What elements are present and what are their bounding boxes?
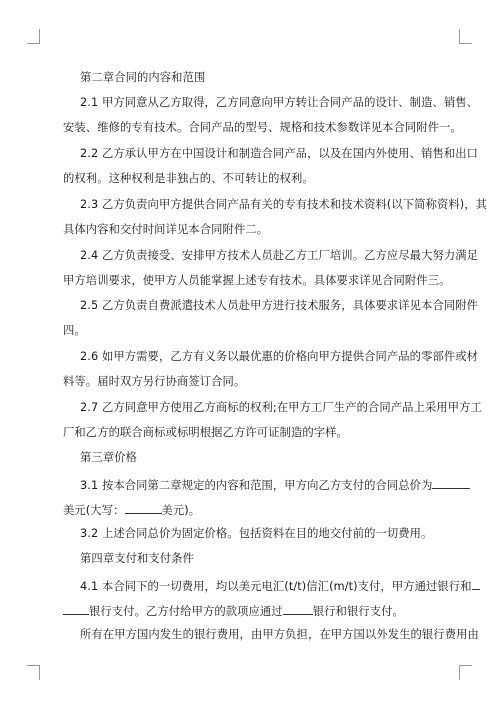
clause-4-1-line-2 <box>63 602 404 620</box>
crop-mark-bottom-right <box>459 665 472 680</box>
blank-total-price <box>432 476 470 489</box>
clause-2-5-line-1: 2.5 乙方负责自费派遣技术人员赴甲方进行技术服务，具体要求详见本合同附件 <box>80 299 479 312</box>
blank-bank-1 <box>472 577 480 590</box>
clause-2-3-line-1: 2.3 乙方负责向甲方提供合同产品有关的专有技术和技术资料(以下简称资料)，其 <box>80 198 488 211</box>
clause-4-1-text: 4.1 本合同下的一切费用，均以美元电汇(t/t)信汇(m/t)支付，甲方通过银行和 <box>80 580 472 593</box>
crop-mark-top-left <box>27 29 40 44</box>
clause-4-2-partial: 所有在甲方国内发生的银行费用，由甲方负担，在甲方国以外发生的银行费用由 <box>80 628 479 641</box>
clause-3-1-text: 3.1 按本合同第二章规定的内容和范围，甲方向乙方支付的合同总价为 <box>80 479 433 492</box>
clause-2-2-line-2: 的权利。这种权利是非独占的、不可转让的权利。 <box>63 172 314 185</box>
crop-mark-top-right <box>459 29 472 44</box>
amount-words-suffix: 美元)。 <box>161 504 201 517</box>
clause-3-1-line-2 <box>63 501 200 519</box>
clause-2-6-line-2: 料等。届时双方另行协商签订合同。 <box>63 375 246 388</box>
chapter-4-heading: 第四章支付和支付条件 <box>80 552 194 565</box>
clause-3-1-line-1 <box>80 476 470 494</box>
clause-2-1-line-2: 安装、维修的专有技术。合同产品的型号、规格和技术参数详见本合同附件一。 <box>63 121 462 134</box>
clause-2-7-line-2: 厂和乙方的联合商标或标明根据乙方许可证制造的字样。 <box>63 426 348 439</box>
blank-bank-3 <box>283 602 313 615</box>
clause-2-5-line-2: 四。 <box>63 324 86 337</box>
clause-2-6-line-1: 2.6 如甲方需要，乙方有义务以最优惠的价格向甲方提供合同产品的零部件或材 <box>80 350 479 363</box>
blank-amount-words <box>125 501 162 514</box>
clause-2-4-line-2: 甲方培训要求，使甲方人员能掌握上述专有技术。具体要求详见合同附件三。 <box>63 274 451 287</box>
clause-3-2: 3.2 上述合同总价为固定价格。包括资料在目的地交付前的一切费用。 <box>80 527 433 540</box>
chapter-2-heading: 第二章合同的内容和范围 <box>80 71 206 84</box>
chapter-3-heading: 第三章价格 <box>80 451 137 464</box>
clause-2-7-line-1: 2.7 乙方同意甲方使用乙方商标的权利;在甲方工厂生产的合同产品上采用甲方工 <box>80 401 482 414</box>
crop-mark-bottom-left <box>27 665 40 680</box>
clause-2-3-line-2: 具体内容和交付时间详见本合同附件二。 <box>63 223 269 236</box>
clause-4-1-text-b: 银行和银行支付。 <box>312 605 404 618</box>
clause-2-1-line-1: 2.1 甲方同意从乙方取得，乙方同意向甲方转让合同产品的设计、制造、销售、 <box>80 96 479 109</box>
clause-2-2-line-1: 2.2 乙方承认甲方在中国设计和制造合同产品，以及在国内外使用、销售和出口 <box>80 147 479 160</box>
clause-4-1-line-1 <box>80 577 480 595</box>
amount-words-prefix: 美元(大写： <box>63 504 125 517</box>
blank-bank-2 <box>63 602 89 615</box>
clause-2-4-line-1: 2.4 乙方负责接受、安排甲方技术人员赴乙方工厂培训。乙方应尽最大努力满足 <box>80 249 479 262</box>
clause-4-1-text-a: 银行支付。乙方付给甲方的款项应通过 <box>89 605 283 618</box>
